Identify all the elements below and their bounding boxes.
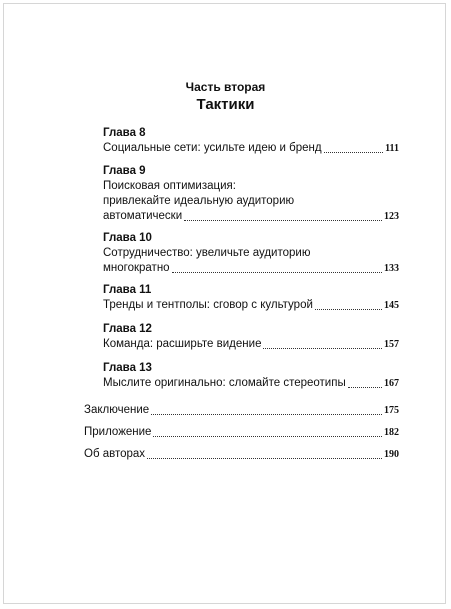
toc-entry[interactable]	[103, 209, 399, 224]
page-number: 157	[384, 339, 399, 350]
page-number: 111	[385, 143, 399, 154]
chapter-label: Глава 11	[103, 284, 152, 296]
dot-leader	[315, 309, 382, 310]
dot-leader	[348, 387, 382, 388]
toc-entry-title: Мыслите оригинально: сломайте стереотипы	[103, 377, 346, 389]
toc-entry-title: Об авторах	[84, 448, 146, 460]
chapter-label: Глава 9	[103, 165, 146, 177]
toc-chapter-8	[103, 126, 399, 156]
page-number: 182	[384, 427, 399, 438]
part-label: Часть вторая	[185, 80, 266, 94]
toc-entry-conclusion[interactable]	[84, 403, 399, 418]
dot-leader	[172, 272, 382, 273]
toc-entry-title: Команда: расширьте видение	[103, 338, 262, 350]
dot-leader	[324, 152, 383, 153]
chapter-title-line: Поисковая оптимизация:	[103, 180, 236, 192]
chapter-label: Глава 8	[103, 127, 146, 139]
page-number: 133	[384, 263, 399, 274]
dot-leader	[153, 436, 382, 437]
toc-entry-title: Социальные сети: усильте идею и бренд	[103, 142, 322, 154]
chapter-title-line: привлекайте идеальную аудиторию	[103, 195, 295, 207]
page-number: 175	[384, 405, 399, 416]
toc-entry[interactable]	[103, 376, 399, 391]
part-title: Тактики	[196, 96, 255, 113]
toc-chapter-11	[103, 283, 399, 313]
toc-chapter-10	[103, 231, 399, 276]
dot-leader	[151, 414, 382, 415]
toc-entry[interactable]	[103, 141, 399, 156]
toc-entry[interactable]	[103, 337, 399, 352]
chapter-label: Глава 13	[103, 362, 152, 374]
toc-chapter-13	[103, 361, 399, 391]
chapter-title-line: Сотрудничество: увеличьте аудиторию	[103, 247, 311, 259]
page-number: 167	[384, 378, 399, 389]
toc-chapter-12	[103, 322, 399, 352]
page-number: 123	[384, 211, 399, 222]
chapter-label: Глава 12	[103, 323, 152, 335]
toc-entry-title: Приложение	[84, 426, 152, 438]
dot-leader	[263, 348, 382, 349]
toc-entry-title: Заключение	[84, 404, 150, 416]
toc-entry-title: Тренды и тентполы: сговор с культурой	[103, 299, 313, 311]
dot-leader	[147, 458, 382, 459]
chapter-label: Глава 10	[103, 232, 152, 244]
toc-chapter-9	[103, 164, 399, 224]
page-number: 190	[384, 449, 399, 460]
page-number: 145	[384, 300, 399, 311]
toc-entry[interactable]	[103, 261, 399, 276]
toc-entry-about-authors[interactable]	[84, 447, 399, 462]
dot-leader	[184, 220, 382, 221]
toc-entry-title: автоматически	[103, 210, 183, 222]
toc-entry[interactable]	[103, 298, 399, 313]
toc-entry-appendix[interactable]	[84, 425, 399, 440]
toc-entry-title: многократно	[103, 262, 170, 274]
